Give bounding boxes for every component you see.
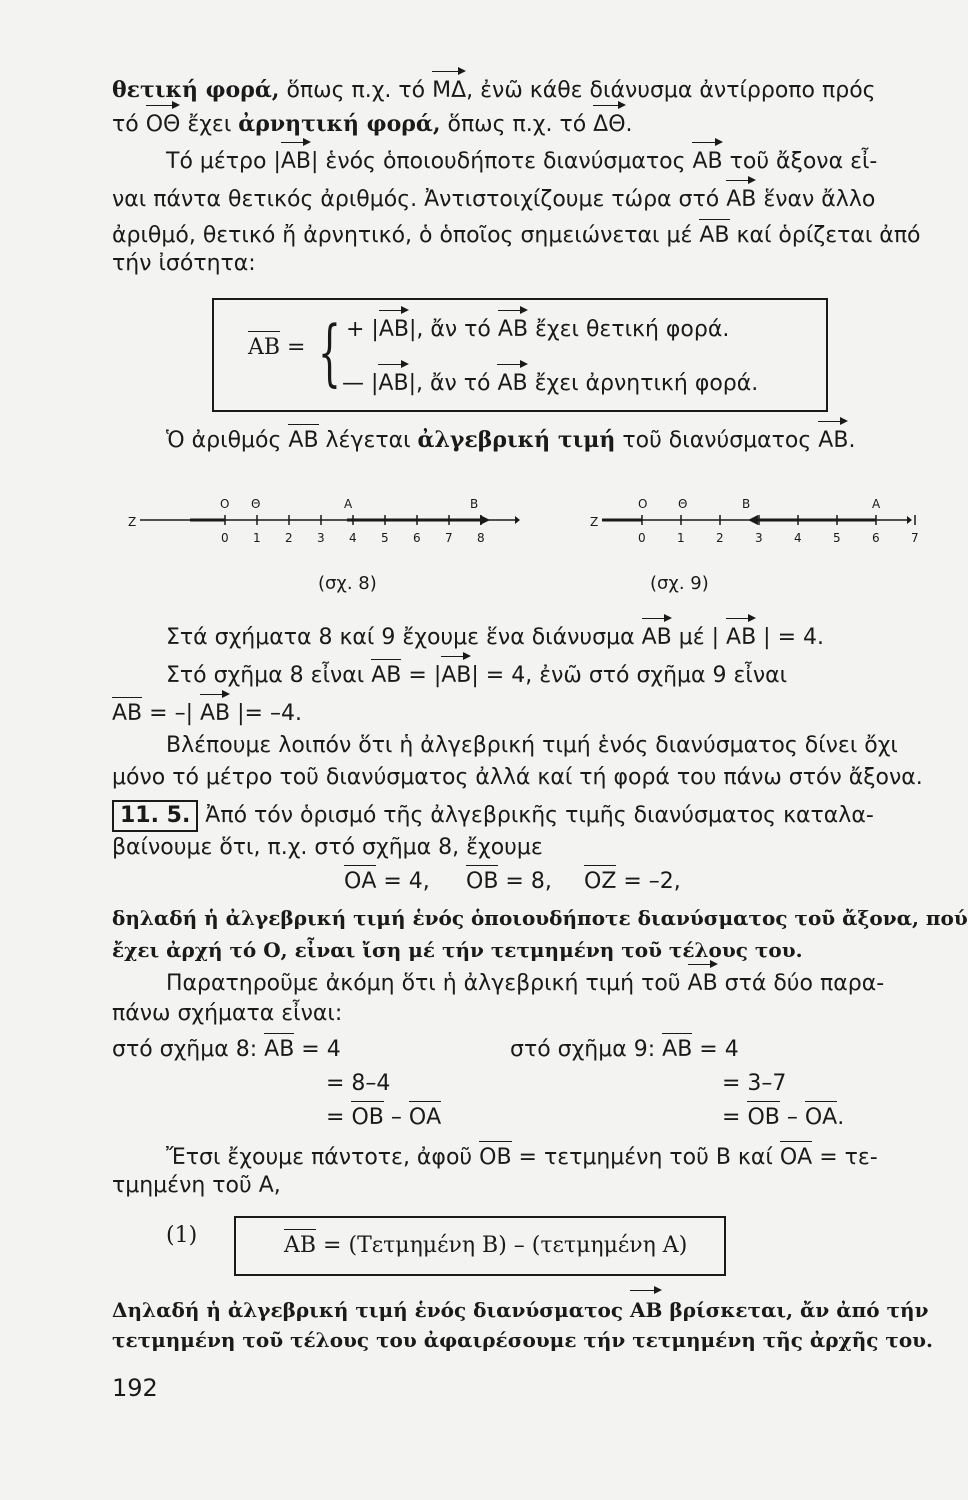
text-line: μόνο τό μέτρο τοῦ διανύσματος ἀλλά καί τή φορά του πάνω στόν ἄξονα. [112, 765, 923, 790]
text-line: τό ΟΘ ἔχει ἀρνητική φορά, ὅπως π.χ. τό ΔΘ. [112, 111, 633, 137]
figure-9-caption: (σχ. 9) [650, 573, 709, 594]
axis-tick-label: 7 [445, 531, 453, 545]
point-B: Β [742, 497, 751, 511]
section-number: 11. 5. [112, 800, 198, 832]
axis-tick-label: 8 [477, 531, 485, 545]
axis-tick-label: 1 [253, 531, 261, 545]
definition-row-positive: + |ΑΒ|, ἄν τό ΑΒ ἔχει θετική φορά. [346, 317, 730, 342]
page-number: 192 [112, 1374, 158, 1402]
text-line: ἀριθμό, θετικό ἤ ἀρνητικό, ὁ ὁποῖος σημειώνεται μέ ΑΒ καί ὁρίζεται ἀπό [112, 223, 921, 248]
text-line: Παρατηροῦμε ἀκόμη ὅτι ἡ ἀλγεβρική τιμή τοῦ ΑΒ στά δύο παρα- [166, 971, 885, 996]
axis-tick-label: 4 [794, 531, 802, 545]
text-line: ΑΒ = –| ΑΒ |= –4. [112, 701, 302, 726]
point-O: Ο [220, 497, 230, 511]
text-line: θετική φορά, ὅπως π.χ. τό ΜΔ, ἐνῶ κάθε διάνυσμα ἀντίρροπο πρός [112, 77, 876, 103]
axis-tick-label: 3 [317, 531, 325, 545]
point-A: Α [872, 497, 881, 511]
text-line: Τό μέτρο |ΑΒ| ἑνός ὁποιουδήποτε διανύσματος ΑΒ τοῦ ἄξονα εἶ- [166, 149, 878, 174]
figure-8-caption: (σχ. 8) [318, 573, 377, 594]
axis-tick-label: 0 [221, 531, 229, 545]
axis-tick-label: 3 [755, 531, 763, 545]
axis-tick-label: 0 [638, 531, 646, 545]
axis-arrow [515, 516, 520, 524]
point-O: Ο [638, 497, 648, 511]
formula-text: ΑΒ = (Τετμημένη Β) – (τετμημένη Α) [284, 1233, 688, 1258]
point-A: Α [344, 497, 353, 511]
text-line: βαίνουμε ὅτι, π.χ. στό σχῆμα 8, ἔχουμε [112, 835, 543, 860]
bold-statement: ἔχει ἀρχή τό Ο, εἶναι ἴση μέ τήν τετμημένη τοῦ τέλους του. [112, 938, 803, 962]
text-line: Στό σχῆμα 8 εἶναι ΑΒ = |ΑΒ| = 4, ἐνῶ στό σχῆμα 9 εἶναι [166, 663, 788, 688]
definition-lhs: ΑΒ = [248, 335, 306, 360]
equation-line: ΟΒ = 8, [466, 869, 552, 894]
axis-z-label: Ζ [590, 515, 599, 529]
fig9-calc-row2: = 3–7 [722, 1071, 787, 1096]
text-line: 11. 5. Ἀπό τόν ὁρισμό τῆς ἀλγεβρικῆς τιμῆς διανύσματος καταλα- [112, 800, 874, 832]
text-line: τμημένη τοῦ Α, [112, 1173, 281, 1198]
text-line: Ἔτσι ἔχουμε πάντοτε, ἀφοῦ ΟΒ = τετμημένη τοῦ Β καί ΟΑ = τε- [166, 1145, 878, 1170]
text-line: πάνω σχήματα εἶναι: [112, 1001, 343, 1026]
point-Theta: Θ [251, 497, 261, 511]
axis-tick-label: 2 [716, 531, 724, 545]
ab-vector-arrow [748, 515, 758, 525]
equation-line: ΟΑ = 4, [344, 869, 430, 894]
axis-tick-label: 5 [833, 531, 841, 545]
axis-tick-label: 1 [677, 531, 685, 545]
fig9-calc-row3: = ΟΒ – ΟΑ. [722, 1105, 845, 1130]
formula-number: (1) [166, 1223, 198, 1248]
bold-statement: Δηλαδή ἡ ἀλγεβρική τιμή ἑνός διανύσματος ΑΒ βρίσκεται, ἄν ἀπό τήν [112, 1298, 929, 1322]
axis-z-label: Ζ [128, 515, 137, 529]
point-B: Β [470, 497, 479, 511]
figure-9-axis [582, 490, 919, 550]
equation-line: ΟΖ = –2, [584, 869, 681, 894]
axis-arrow [907, 516, 912, 524]
point-Theta: Θ [678, 497, 688, 511]
text-line: Στά σχήματα 8 καί 9 ἔχουμε ἕνα διάνυσμα ΑΒ μέ | ΑΒ | = 4. [166, 625, 824, 650]
axis-tick-label: 6 [872, 531, 880, 545]
bold-statement: δηλαδή ἡ ἀλγεβρική τιμή ἑνός ὁποιουδήποτε διανύσματος τοῦ ἄξονα, πού [112, 906, 968, 930]
text-line: Ὁ ἀριθμός ΑΒ λέγεται ἀλγεβρική τιμή τοῦ διανύσματος ΑΒ. [166, 427, 856, 453]
axis-tick-label: 4 [349, 531, 357, 545]
fig8-calc-row1: στό σχῆμα 8: ΑΒ = 4 [112, 1037, 341, 1062]
text-line: ναι πάντα θετικός ἀριθμός. Ἀντιστοιχίζουμε τώρα στό ΑΒ ἕναν ἄλλο [112, 187, 876, 212]
axis-tick-label: 6 [413, 531, 421, 545]
fig8-calc-row3: = ΟΒ – ΟΑ [326, 1105, 442, 1130]
fig9-calc-row1: στό σχῆμα 9: ΑΒ = 4 [510, 1037, 739, 1062]
figure-8-axis [120, 490, 520, 550]
axis-tick-label: 2 [285, 531, 293, 545]
text-line: Βλέπουμε λοιπόν ὅτι ἡ ἀλγεβρική τιμή ἑνός διανύσματος δίνει ὄχι [166, 733, 898, 758]
fig8-calc-row2: = 8–4 [326, 1071, 391, 1096]
brace-symbol: { [318, 310, 341, 394]
bold-statement: τετμημένη τοῦ τέλους του ἀφαιρέσουμε τήν τετμημένη τῆς ἀρχῆς του. [112, 1328, 934, 1352]
axis-tick-label: 7 [911, 531, 919, 545]
axis-tick-label: 5 [381, 531, 389, 545]
definition-row-negative: — |ΑΒ|, ἄν τό ΑΒ ἔχει ἀρνητική φορά. [342, 371, 759, 396]
text-line: τήν ἰσότητα: [112, 251, 256, 276]
